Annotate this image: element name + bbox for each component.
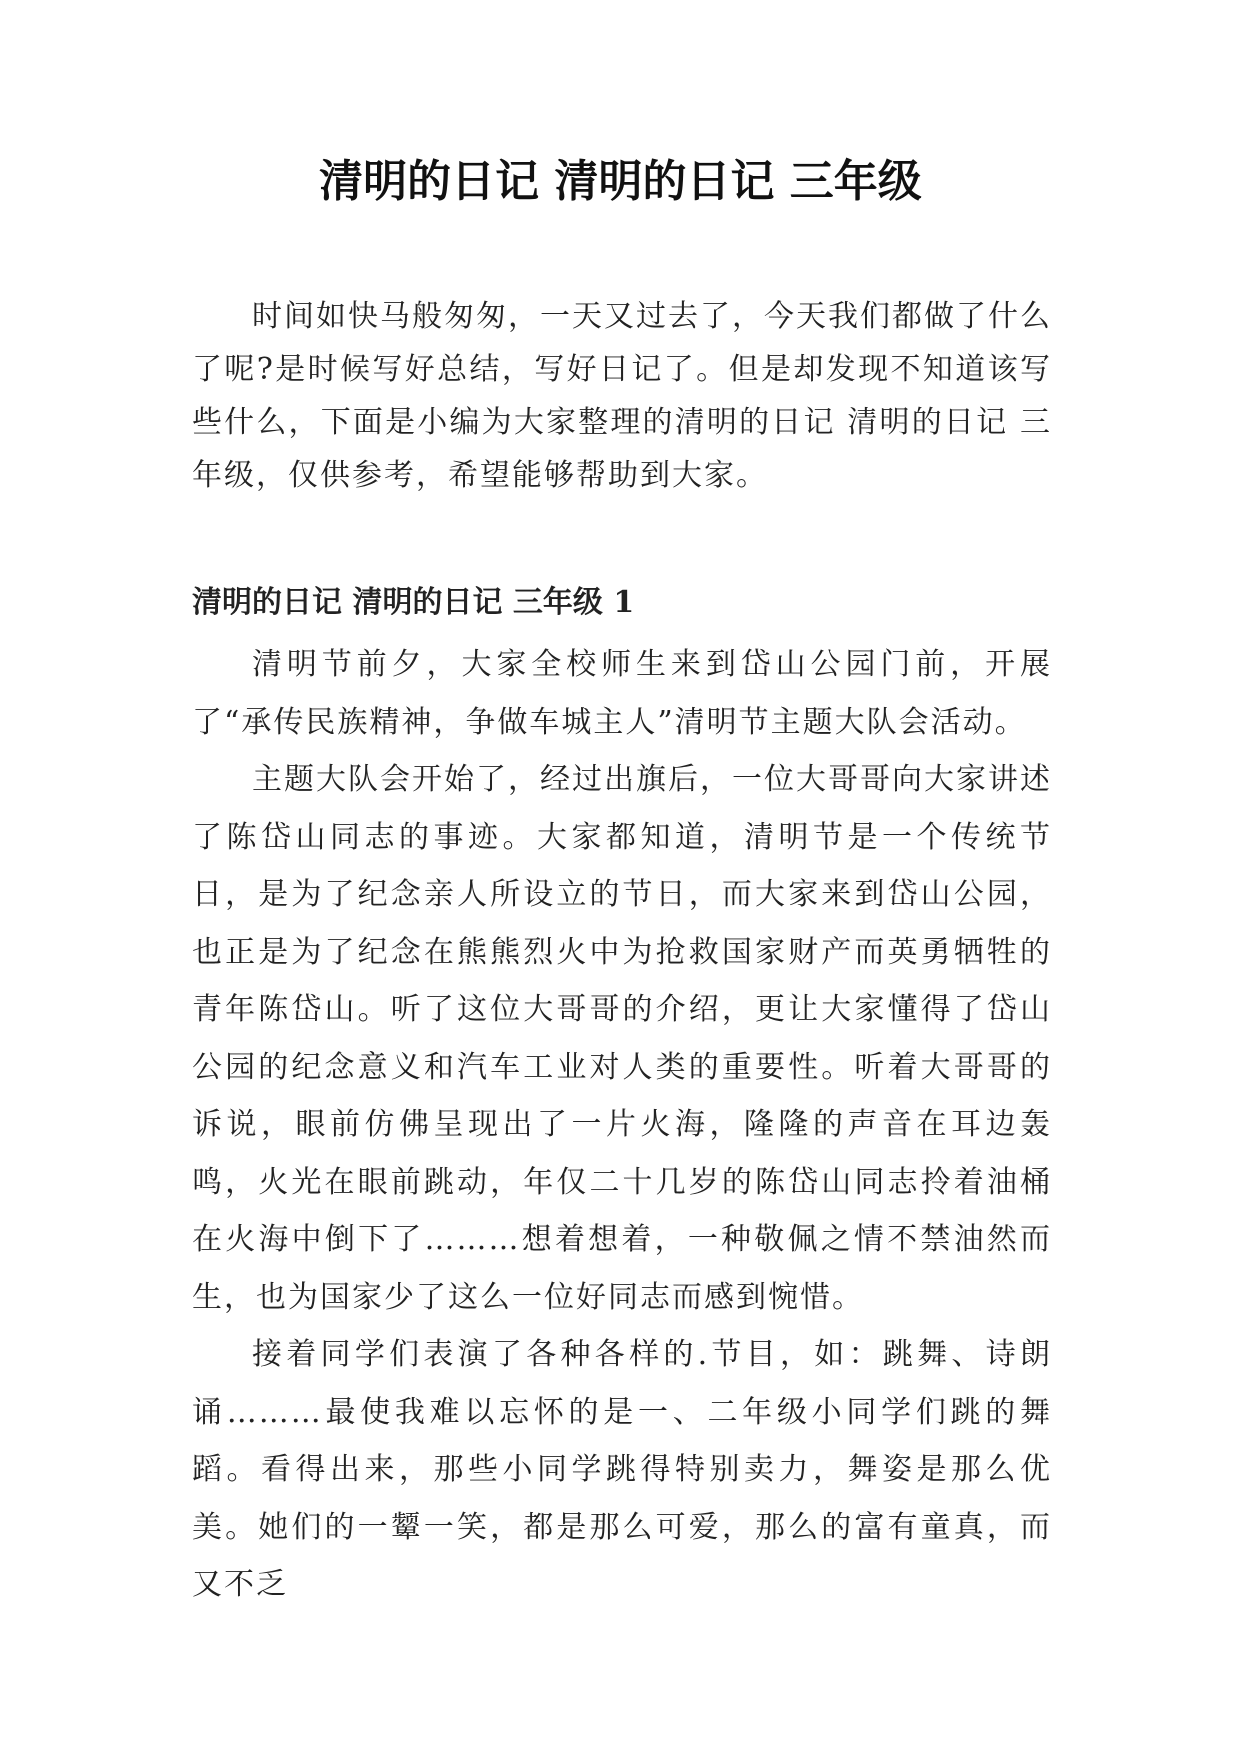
body-paragraph: 清明节前夕，大家全校师生来到岱山公园门前，开展了“承传民族精神，争做车城主人”清明节主题大队会活动。: [192, 647, 1052, 740]
body-paragraph: 接着同学们表演了各种各样的.节目，如：跳舞、诗朗诵………最使我难以忘怀的是一、二年级小同学们跳的舞蹈。看得出来，那些小同学跳得特别卖力，舞姿是那么优美。她们的一颦一笑，都是那么可爱，那么的富有童真，而又不乏: [192, 1337, 1052, 1602]
document-title: 清明的日记 清明的日记 三年级: [319, 156, 922, 207]
body-paragraph: 主题大队会开始了，经过出旗后，一位大哥哥向大家讲述了陈岱山同志的事迹。大家都知道，清明节是一个传统节日，是为了纪念亲人所设立的节日，而大家来到岱山公园，也正是为了纪念在熊熊烈火中为抢救国家财产而英勇牺牲的青年陈岱山。听了这位大哥哥的介绍，更让大家懂得了岱山公园的纪念意义和汽车工业对人类的重要性。听着大哥哥的诉说，眼前仿佛呈现出了一片火海，隆隆的声音在耳边轰鸣，火光在眼前跳动，年仅二十几岁的陈岱山同志拎着油桶在火海中倒下了………想着想着，一种敬佩之情不禁油然而生，也为国家少了这么一位好同志而感到惋惜。: [192, 762, 1052, 1315]
intro-paragraph: 时间如快马般匆匆，一天又过去了，今天我们都做了什么了呢?是时候写好总结，写好日记了。但是却发现不知道该写些什么，下面是小编为大家整理的清明的日记 清明的日记 三年级，仅供参考，希望能够帮助到大家。: [192, 299, 1052, 493]
article-body: [192, 636, 1052, 1614]
section-heading: 清明的日记 清明的日记 三年级 1: [192, 585, 635, 620]
